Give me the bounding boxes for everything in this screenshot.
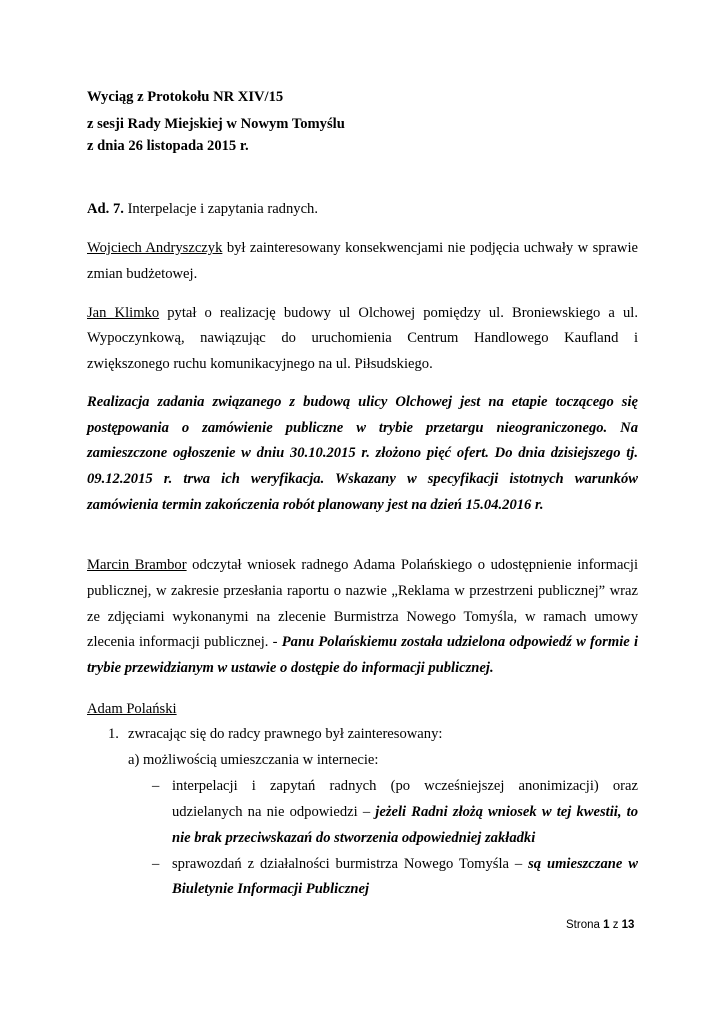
page-current: 1 [603, 919, 610, 931]
dash-bullet: – [152, 856, 160, 872]
bullet-1-answer: jeżeli Radni złożą wniosek w tej kwestii, to [375, 804, 638, 820]
bullet-1-line-2 [172, 803, 638, 821]
agenda-label: Ad. 7. [87, 201, 124, 217]
answer1-line-2: postępowania o zamówienie publiczne w trybie przetargu nieograniczonego. Na [87, 420, 638, 436]
p1-line-2: zmian budżetowej. [87, 266, 198, 282]
p2-line-3: zwiększonego ruchu komunikacyjnego na ul. Piłsudskiego. [87, 356, 433, 372]
speaker-name: Marcin Brambor [87, 557, 187, 573]
page-of: z [612, 919, 619, 931]
page-label: Strona [566, 919, 600, 931]
bullet-2-line-1 [172, 855, 638, 873]
agenda-text: Interpelacje i zapytania radnych. [127, 201, 318, 217]
p2-line-2: Wypoczynkową, nawiązując do uruchomienia Centrum Handlowego Kaufland i [87, 330, 638, 346]
p3-line-4 [87, 633, 638, 651]
p3-line-2: publicznej, w zakresie przesłania raportu o nazwie „Reklama w przestrzeni publicznej” wraz [87, 583, 638, 599]
p3-line-3: ze zdjęciami wykonanymi na zlecenie Burmistrza Nowego Tomyśla, w ramach umowy [87, 609, 638, 625]
answer1-line-5: zamówienia termin zakończenia robót planowany jest na dzień 15.04.2016 r. [87, 497, 544, 513]
dash-bullet: – [152, 778, 160, 794]
speaker-name: Jan Klimko [87, 305, 160, 321]
p3-text: odczytał wniosek radnego Adama Polańskiego o udostępnienie informacji [192, 557, 639, 573]
answer1-line-3: zamieszczone ogłoszenie w dniu 30.10.2015 r. złożono pięć ofert. Do dnia dzisiejszego tj. [87, 445, 638, 461]
sub-item-a: a) możliwością umieszczania w internecie: [128, 752, 379, 768]
header-line-3: z dnia 26 listopada 2015 r. [87, 138, 249, 154]
bullet-1-line-1: interpelacji i zapytań radnych (po wcześniejszej anonimizacji) oraz [172, 778, 638, 794]
list-item-1-text: zwracając się do radcy prawnego był zainteresowany: [128, 726, 443, 742]
p3-line-1 [87, 556, 638, 574]
bullet-2-text: sprawozdań z działalności burmistrza Nowego Tomyśla – [172, 856, 523, 872]
agenda-item [87, 200, 318, 218]
p2-line-1 [87, 304, 638, 322]
bullet-2-answer: są umieszczane w [528, 856, 638, 872]
p1-text: był zainteresowany konsekwencjami nie podjęcia uchwały w sprawie [226, 240, 639, 256]
answer1-line-1: Realizacja zadania związanego z budową ulicy Olchowej jest na etapie toczącego się [87, 394, 638, 410]
speaker-name: Wojciech Andryszczyk [87, 240, 223, 256]
bullet-2-line-2: Biuletynie Informacji Publicznej [172, 881, 370, 897]
p3-line-5: trybie przewidzianym w ustawie o dostępie do informacji publicznej. [87, 660, 494, 676]
page-number [566, 918, 634, 932]
speaker-name: Adam Polański [87, 701, 177, 717]
page-total: 13 [621, 919, 635, 931]
p1-line-1 [87, 239, 638, 257]
p3-text: zlecenia informacji publicznej. - [87, 634, 278, 650]
p3-answer: Panu Polańskiemu została udzielona odpowiedź w formie i [281, 634, 638, 650]
list-number: 1. [108, 726, 119, 742]
header-line-1: Wyciąg z Protokołu NR XIV/15 [87, 89, 284, 105]
p2-text: pytał o realizację budowy ul Olchowej pomiędzy ul. Broniewskiego a ul. [167, 305, 638, 321]
bullet-1-text: udzielanych na nie odpowiedzi – [172, 804, 371, 820]
header-line-2: z sesji Rady Miejskiej w Nowym Tomyślu [87, 116, 345, 132]
answer1-line-4: 09.12.2015 r. trwa ich weryfikacja. Wskazany w specyfikacji istotnych warunków [87, 471, 638, 487]
bullet-1-line-3: nie brak przeciwskazań do stworzenia odpowiedniej zakładki [172, 830, 536, 846]
